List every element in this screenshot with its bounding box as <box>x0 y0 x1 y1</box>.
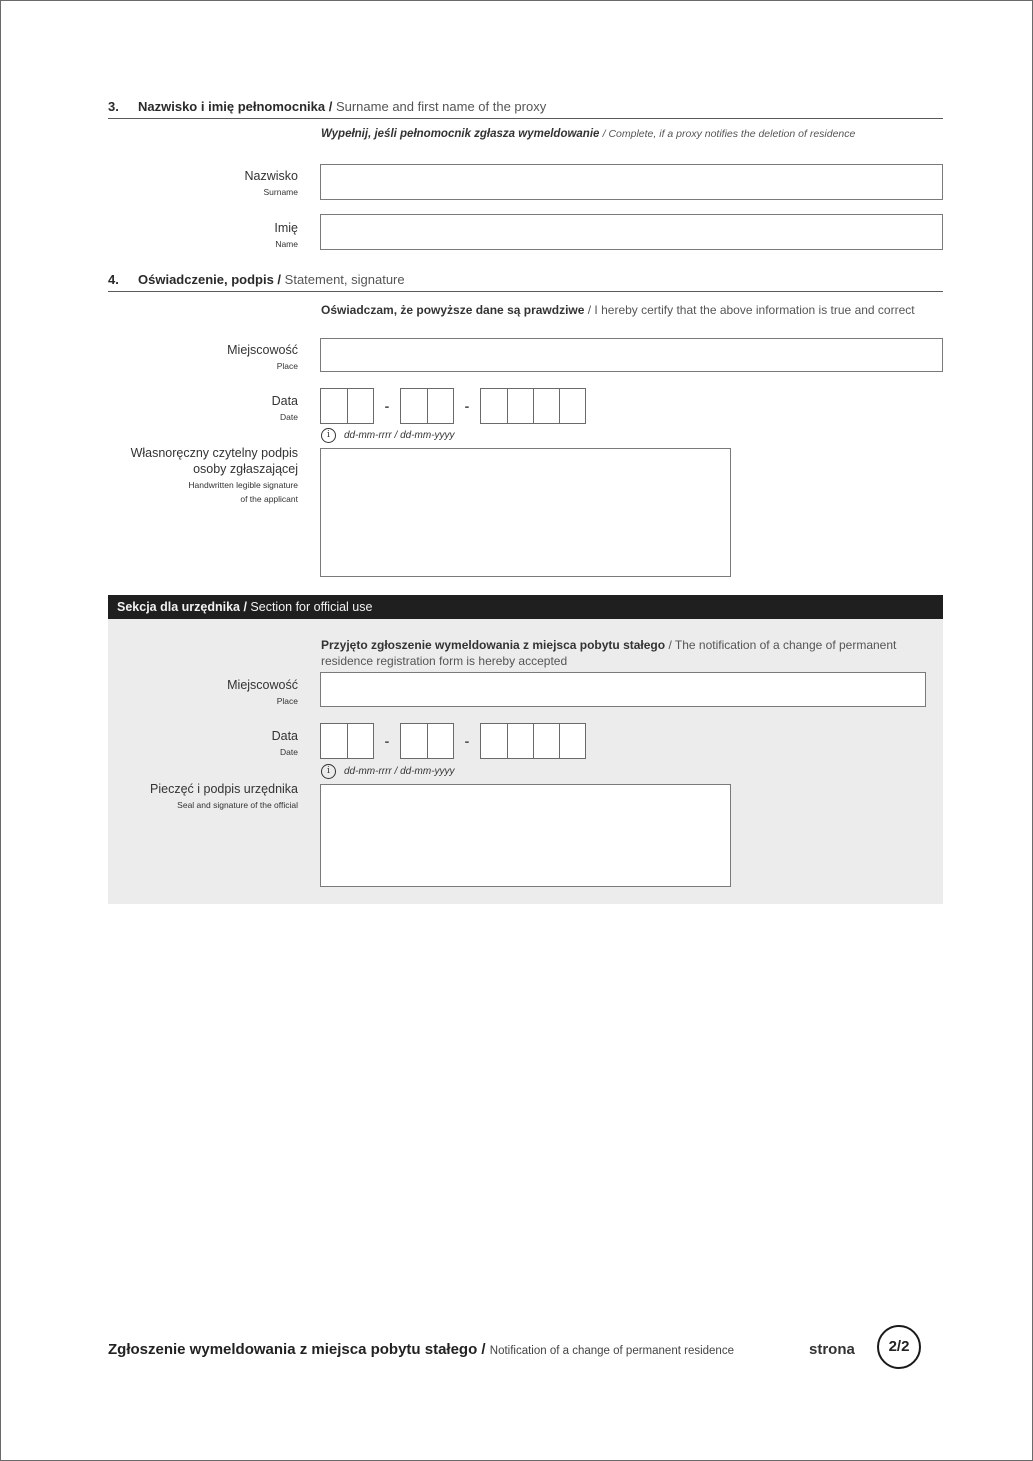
place-input[interactable] <box>320 338 943 372</box>
date-label <box>272 393 298 424</box>
page-label: strona <box>809 1341 855 1358</box>
label-en: Name <box>275 239 298 249</box>
day-digit-1[interactable] <box>321 389 347 423</box>
date-separator: - <box>464 398 470 414</box>
year-digit-1[interactable] <box>481 389 507 423</box>
page-number-badge: 2/2 <box>877 1325 921 1369</box>
surname-input[interactable] <box>320 164 943 200</box>
year-digit-1[interactable] <box>481 724 507 758</box>
section-number: 4. <box>108 272 119 287</box>
month-boxes[interactable] <box>400 388 454 424</box>
note-en: / The notification of a change of permanent residence registration form is hereby accepted <box>321 638 897 668</box>
official-date-format-hint <box>321 764 455 779</box>
day-boxes[interactable] <box>320 723 374 759</box>
section-4-note <box>321 302 921 318</box>
year-digit-3[interactable] <box>533 724 559 758</box>
label-en: Date <box>280 412 298 422</box>
note-pl: Oświadczam, że powyższe dane są prawdziwe <box>321 303 588 317</box>
year-digit-4[interactable] <box>559 724 585 758</box>
section-4-header <box>108 271 943 292</box>
section-number: 3. <box>108 99 119 114</box>
note-en: / Complete, if a proxy notifies the deletion of residence <box>602 128 856 140</box>
label-en: Handwritten legible signature <box>188 480 298 490</box>
month-digit-2[interactable] <box>427 724 453 758</box>
surname-label <box>245 168 299 199</box>
section-3-header <box>108 98 943 119</box>
label-en: of the applicant <box>240 494 298 504</box>
month-boxes[interactable] <box>400 723 454 759</box>
official-note <box>321 637 926 669</box>
section-title-pl: Oświadczenie, podpis / <box>138 272 285 287</box>
label-pl: Imię <box>274 221 298 235</box>
name-label <box>274 220 298 251</box>
day-boxes[interactable] <box>320 388 374 424</box>
note-en: / I hereby certify that the above information is true and correct <box>587 303 915 317</box>
section-title-en: Statement, signature <box>284 272 405 287</box>
date-separator: - <box>384 733 390 749</box>
label-en: Seal and signature of the official <box>177 800 298 810</box>
seal-signature-box[interactable] <box>320 784 731 887</box>
official-date-label <box>272 728 298 759</box>
day-digit-2[interactable] <box>347 389 373 423</box>
day-digit-2[interactable] <box>347 724 373 758</box>
footer-title-en: Notification of a change of permanent residence <box>489 1345 734 1357</box>
date-format-hint <box>321 428 455 443</box>
label-pl: Własnoręczny czytelny podpis <box>130 446 298 460</box>
date-separator: - <box>384 398 390 414</box>
year-digit-4[interactable] <box>559 389 585 423</box>
section-3-note <box>321 126 901 142</box>
hint-text: dd-mm-rrrr / dd-mm-yyyy <box>344 430 455 441</box>
header-en: Section for official use <box>250 600 373 614</box>
date-separator: - <box>464 733 470 749</box>
official-place-label <box>227 677 298 708</box>
signature-label <box>131 445 298 506</box>
label-pl: Miejscowość <box>227 678 298 692</box>
label-en: Surname <box>263 187 298 197</box>
label-en: Place <box>276 361 298 371</box>
place-label <box>227 342 298 373</box>
label-pl: Pieczęć i podpis urzędnika <box>150 782 298 796</box>
label-pl: Data <box>271 729 298 743</box>
label-en: Date <box>280 747 298 757</box>
info-icon: i <box>321 428 336 443</box>
day-digit-1[interactable] <box>321 724 347 758</box>
label-en: Place <box>276 696 298 706</box>
footer-title <box>108 1341 768 1360</box>
month-digit-2[interactable] <box>427 389 453 423</box>
footer-title-pl: Zgłoszenie wymeldowania z miejsca pobytu stałego / <box>108 1341 490 1358</box>
section-title-en: Surname and first name of the proxy <box>335 99 547 114</box>
seal-label <box>150 781 298 812</box>
header-pl: Sekcja dla urzędnika / <box>117 600 251 614</box>
label-pl: Miejscowość <box>227 343 298 357</box>
section-title-pl: Nazwisko i imię pełnomocnika / <box>138 99 336 114</box>
official-place-input[interactable] <box>320 672 926 707</box>
label-pl: osoby zgłaszającej <box>193 462 298 476</box>
month-digit-1[interactable] <box>401 389 427 423</box>
note-pl: Wypełnij, jeśli pełnomocnik zgłasza wymeldowanie <box>321 128 603 140</box>
hint-text: dd-mm-rrrr / dd-mm-yyyy <box>344 766 455 777</box>
year-digit-3[interactable] <box>533 389 559 423</box>
year-boxes[interactable] <box>480 723 586 759</box>
year-digit-2[interactable] <box>507 389 533 423</box>
info-icon: i <box>321 764 336 779</box>
note-pl: Przyjęto zgłoszenie wymeldowania z miejsca pobytu stałego <box>321 638 669 652</box>
official-date-input-group <box>320 723 586 759</box>
signature-box[interactable] <box>320 448 731 577</box>
year-digit-2[interactable] <box>507 724 533 758</box>
date-input-group <box>320 388 586 424</box>
name-input[interactable] <box>320 214 943 250</box>
label-pl: Nazwisko <box>244 169 298 183</box>
official-section-header <box>108 595 943 619</box>
label-pl: Data <box>271 394 298 408</box>
year-boxes[interactable] <box>480 388 586 424</box>
month-digit-1[interactable] <box>401 724 427 758</box>
